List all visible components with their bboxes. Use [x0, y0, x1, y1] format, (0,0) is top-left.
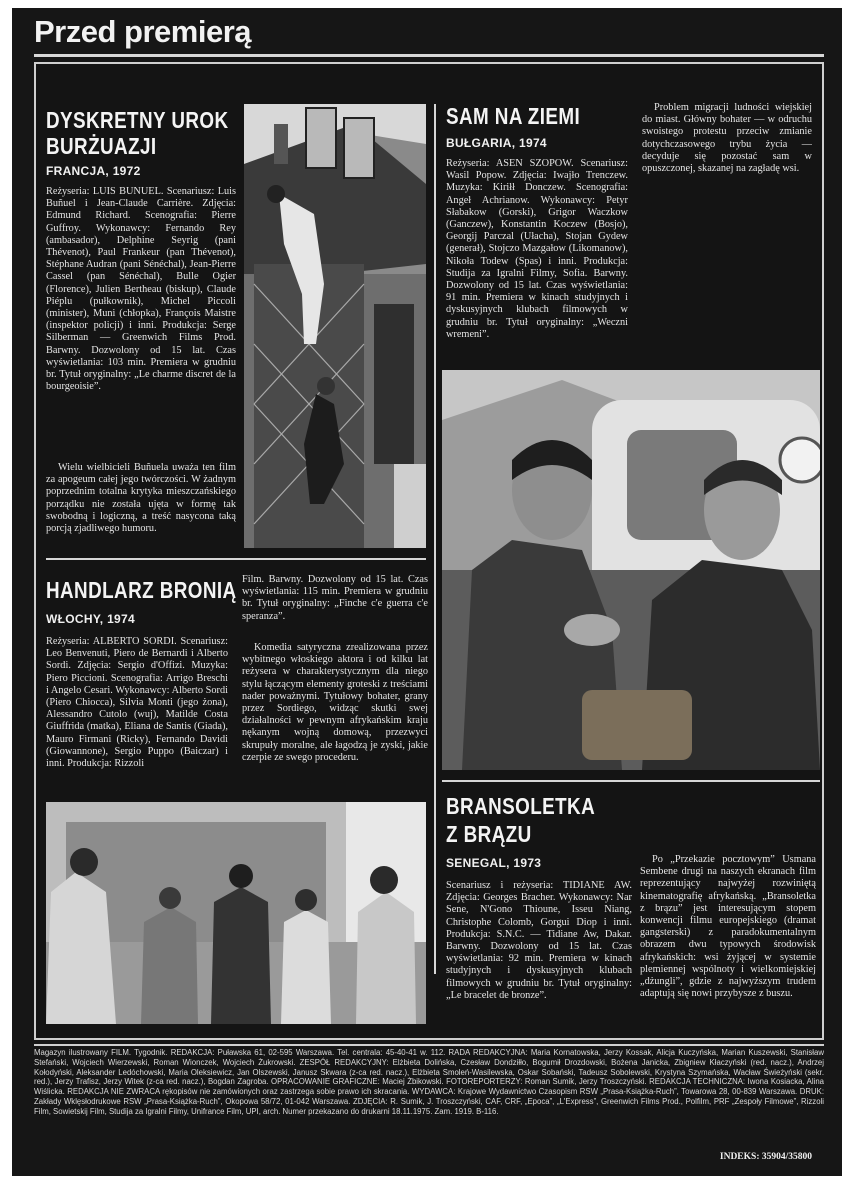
divider-vertical-center: [434, 104, 436, 974]
article-handlarz-credits-1: [46, 636, 228, 798]
colophon: [34, 1048, 824, 1168]
article-bransoletka-review-text: Po „Przekazie pocztowym” Usmana Sembene drugi na naszych ekranach film reprezentujący najwyżej rozwiniętą kinematografię afrykańską. „Bransoletka z brązu” jest interesującym stopem konwencji filmu europejskiego (dramat gangsterski) z paradokumentalnym obrazem dwu typowych środowisk afrykańskich: wsi żyjącej w systemie plemiennej wspólnoty i wielkomiejskiej „dżungli”, gdzie z najwyższym trudem adaptują się nowi przybysze z buszu.: [640, 854, 816, 1000]
masthead-title: Przed premierą: [34, 14, 251, 49]
magazine-page: [12, 8, 842, 1176]
house-scene-image: [244, 104, 426, 548]
article-bransoletka-headline-2: Z BRĄZU: [446, 821, 532, 847]
article-sam-country: BUŁGARIA, 1974: [446, 136, 547, 150]
article-dyskretny-headline-2: BURŻUAZJI: [46, 133, 157, 159]
article-sam-credits: [446, 158, 628, 358]
article-bransoletka-review: [640, 854, 816, 1030]
article-bransoletka-headline-1: BRANSOLETKA: [446, 793, 596, 819]
group-of-people-photo: [46, 802, 426, 1024]
article-sam-review: [642, 102, 812, 192]
article-sam-review-text: Problem migracji ludności wiejskiej do miast. Główny bohater — w odruchu swoistego protestu przeciw zmianie dotychczasowego trybu życia — decyduje się pozostać sam w opuszczonej, skazanej na zagładę wsi.: [642, 102, 812, 175]
article-dyskretny-credits-text: Reżyseria: LUIS BUNUEL. Scenariusz: Luis Buñuel i Jean-Claude Carrière. Zdjęcia: Edmund Richard. Scenografia: Pierre Guffroy. Wykonawcy: Fernando Rey (ambasador), Delphine Seyrig (pani Thévenot), Paul Frankeur (pan Thévenot), Stéphane Audran (pani Sénéchal), Jean-Pierre Cassel (pan Sénéchal), Bulle Ogier (Florence), Julien Bertheau (biskup), Claude Piéplu (pułkownik), Michel Piccoli (minister), Muni (chłopka), François Maistre (inspektor policji) i inni. Produkcja: Serge Silberman — Greenwich Films Prod. Barwny. Dozwolony od 15 lat. Czas wyświetlania: 103 min. Premiera w grudniu br. Tytuł oryginalny: „Le charme discret de la bourgeoisie”.: [46, 186, 236, 393]
article-dyskretny-headline-1: DYSKRETNY UROK: [46, 107, 229, 133]
article-handlarz-credits-1-text: Reżyseria: ALBERTO SORDI. Scenariusz: Leo Benvenuti, Piero de Bernardi i Alberto Sordi. Zdjęcia: Sergio d'Offizi. Muzyka: Piero Piccioni. Scenografia: Arrigo Breschi i Angelo Cesari. Wykonawcy: Alberto Sordi (Piero Chiocca), Silvia Monti (jego żona), Alessandro Cutolo (wuj), Matilde Costa Giuffrida (matka), Eliana de Santis (Giada), Mauro Firmani (Ricky), Fernando Davidi (Giowannone), Sergio Puppo (Baiczar) i inni. Produkcja: Rizzoli: [46, 636, 228, 770]
article-sam-headline: SAM NA ZIEMI: [446, 103, 581, 129]
two-men-image: [442, 370, 820, 770]
article-handlarz-credits-2: [242, 574, 428, 634]
article-dyskretny-review: [46, 462, 236, 554]
index-number: INDEKS: 35904/35800: [719, 1152, 812, 1162]
article-dyskretny-country: FRANCJA, 1972: [46, 164, 141, 178]
masthead-rule: [34, 54, 824, 57]
colophon-text: Magazyn ilustrowany FILM. Tygodnik. REDAKCJA: Puławska 61, 02-595 Warszawa. Tel. centrala: 45-40-41 w. 112. RADA REDAKCYJNA: Maria Kornatowska, Jerzy Kossak, Alicja Kuczyńska, Marian Kuszewski, Stanisław Stefański, Wojciech Wierzewski, Roman Wionczek, Wojciech Żukrowski. ZESPÓŁ REDAKCYJNY: Elżbieta Dolińska, Czesław Dondziłło, Bogumił Drozdowski, Bożena Janicka, Zbigniew Kłaczyński (red. nacz.), Andrzej Kołodyński, Aleksander Ledóchowski, Maria Oleksiewicz, Jan Olszewski, Janusz Skwara (z-ca red. nacz.), Elżbieta Smoleń-Wasilewska, Oskar Sobański, Tadeusz Sobolewski, Krystyna Szymańska, Wacław Świeżyński (sekr. red.), Jerzy Trafisz, Jerzy Witek (z-ca red. nacz.), Bogdan Zagroba. OPRACOWANIE GRAFICZNE: Maciej Żbikowski. FOTOREPORTERZY: Roman Sumik, Jerzy Troszczyński. REDAKCJA TECHNICZNA: Iwona Kosiacka, Alina Wiślicka. REDAKCJA NIE ZWRACA rękopisów nie zamówionych oraz zastrzega sobie prawo ich skracania. WYDAWCA: Krajowe Wydawnictwo Czasopism RSW „Prasa-Książka-Ruch”, Towarowa 28, 00-839 Warszawa. DRUK: Zakłady Wklęsłodrukowe RSW „Prasa-Książka-Ruch”, Okopowa 58/72, 01-042 Warszawa. ZDJĘCIA: R. Sumik, J. Troszczyński, CAF, CRF, „Epoca”, „L'Express”, Greenwich Films Prod., Polfilm, PRF „Zespoły Filmowe”, Rizzoli Film, Sowietskij Film, Studija za Igralni Filmy, Unifrance Film, UPI, arch. Numer przekazano do drukarni 18.11.1975. Zam. 1919. B-116.: [34, 1048, 824, 1116]
divider-right-middle: [442, 780, 820, 782]
article-bransoletka-credits: [446, 880, 632, 1030]
divider-left-middle: [46, 558, 426, 560]
article-sam-credits-text: Reżyseria: ASEN SZOPOW. Scenariusz: Wasil Popow. Zdjęcia: Iwajło Trenczew. Muzyka: Kiriłł Donczew. Scenografia: Angeł Achrianow. Wykonawcy: Petyr Słabakow (Gorski), Grigor Waczkow (Ganczew), Konstantin Koczew (Bosjo), Georgij Parczal (Ułacha), Stojan Gydew (generał), Stojczo Mazgałow (Likomanow), Nikoła Todew (Spas) i inni. Produkcja: Studija za Igralni Filmy, Sofia. Barwny. Dozwolony od 15 lat. Czas wyświetlania: 91 min. Premiera w kinach studyjnych i dyskusyjnych klubach filmowych w grudniu br. Tytuł oryginalny: „Weczni wremeni”.: [446, 158, 628, 340]
article-handlarz-review: [242, 642, 428, 792]
article-handlarz-credits-2-text: Film. Barwny. Dozwolony od 15 lat. Czas wyświetlania: 115 min. Premiera w grudniu br. Tytuł oryginalny: „Finche c'e guerra c'e speranza”.: [242, 574, 428, 622]
article-bransoletka-credits-text: Scenariusz i reżyseria: TIDIANE AW. Zdjęcia: Georges Bracher. Wykonawcy: Nar Sene, N'Gono Thioune, Isseu Niang, Christophe Colomb, Gorgui Diop i inni. Produkcja: S.N.C. — Tidiane Aw, Dakar. Barwny. Dozwolony od 15 lat. Czas wyświetlania: 92 min. Premiera w kinach studyjnych i dyskusyjnych klubach filmowych w grudniu br. Tytuł oryginalny: „Le bracelet de bronze”.: [446, 880, 632, 1001]
group-image: [46, 802, 426, 1024]
article-dyskretny-credits: [46, 186, 236, 456]
house-scene-photo: [244, 104, 426, 548]
article-handlarz-headline: HANDLARZ BRONIĄ: [46, 577, 237, 603]
article-dyskretny-review-text: Wielu wielbicieli Buñuela uważa ten film za apogeum całej jego twórczości. W żadnym poprzednim totalna krytyka mieszczańskiego porządku nie została ujęta w formę tak swobodną i logiczną, a treść nasycona taką porcją zjadliwego humoru.: [46, 462, 236, 535]
article-handlarz-country: WŁOCHY, 1974: [46, 612, 135, 626]
article-handlarz-review-text: Komedia satyryczna zrealizowana przez wybitnego włoskiego aktora i od kilku lat reżysera w charakterystycznym dla niego stylu łączącym elementy groteski z treściami nader poważnymi. Tytułowy bohater, grany przez Sordiego, widząc skutki swej działalności w pewnym afrykańskim kraju nękanym wojną domową, przezwyci skrupuły moralne, ale łagodzą je zyski, jakie czerpie ze swego procederu.: [242, 642, 428, 763]
content-frame: [34, 62, 824, 1040]
article-bransoletka-country: SENEGAL, 1973: [446, 856, 542, 870]
two-men-laughing-photo: [442, 370, 820, 770]
footer-rule: [34, 1044, 824, 1046]
